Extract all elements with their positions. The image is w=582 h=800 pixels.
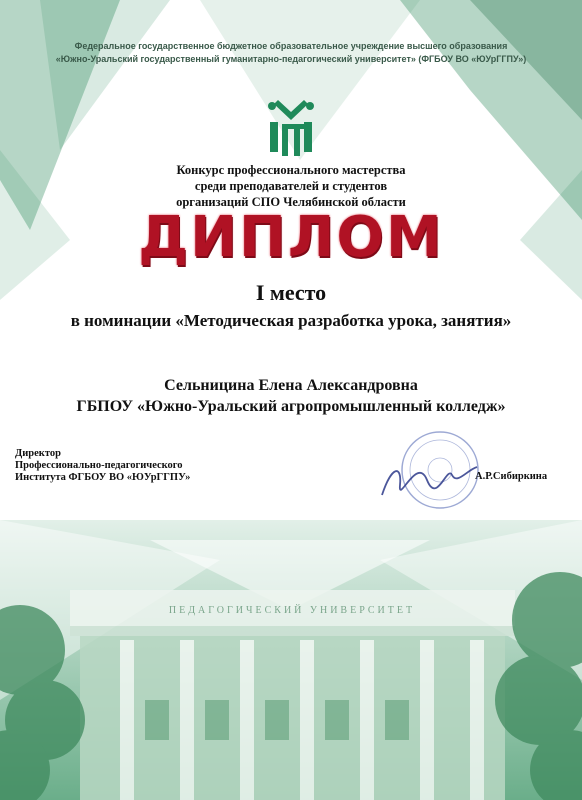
signatory-title [15,448,190,484]
university-logo-icon [264,96,318,162]
header-line-1: Федеральное государственное бюджетное образовательное учреждение высшего образования [74,41,508,51]
signatory-line-2: Профессионально-педагогического [15,460,183,471]
contest-line-3: организаций СПО Челябинской области [176,195,406,209]
signature-stroke [382,467,477,495]
signatory-line-1: Директор [15,448,61,459]
header-line-2: «Южно-Уральский государственный гуманитарно-педагогический университет» (ФГБОУ ВО «ЮУрГГПУ») [55,54,527,64]
contest-line-1: Конкурс профессионального мастерства [176,163,406,177]
awardee-name: Сельницина Елена Александровна [164,377,418,394]
signatory-line-3: Института ФГБОУ ВО «ЮУрГГПУ» [15,472,191,483]
building-inscription: ПЕДАГОГИЧЕСКИЙ УНИВЕРСИТЕТ [168,605,416,616]
signatory-name: А.Р.Сибиркина [475,471,548,482]
ray-top-left-2 [40,0,170,150]
diploma-title: ДИПЛОМ [138,205,444,270]
award-place: I место [255,280,327,305]
university-building [70,590,515,800]
seal-stamp-icon [372,425,492,515]
awardee-block [0,375,582,417]
awardee-org: ГБПОУ «Южно-Уральский агропромышленный колледж» [76,398,506,415]
nomination: в номинации «Методическая разработка урока, занятия» [70,311,512,330]
contest-description [0,162,582,210]
institution-header [0,40,582,66]
contest-line-2: среди преподавателей и студентов [194,179,388,193]
